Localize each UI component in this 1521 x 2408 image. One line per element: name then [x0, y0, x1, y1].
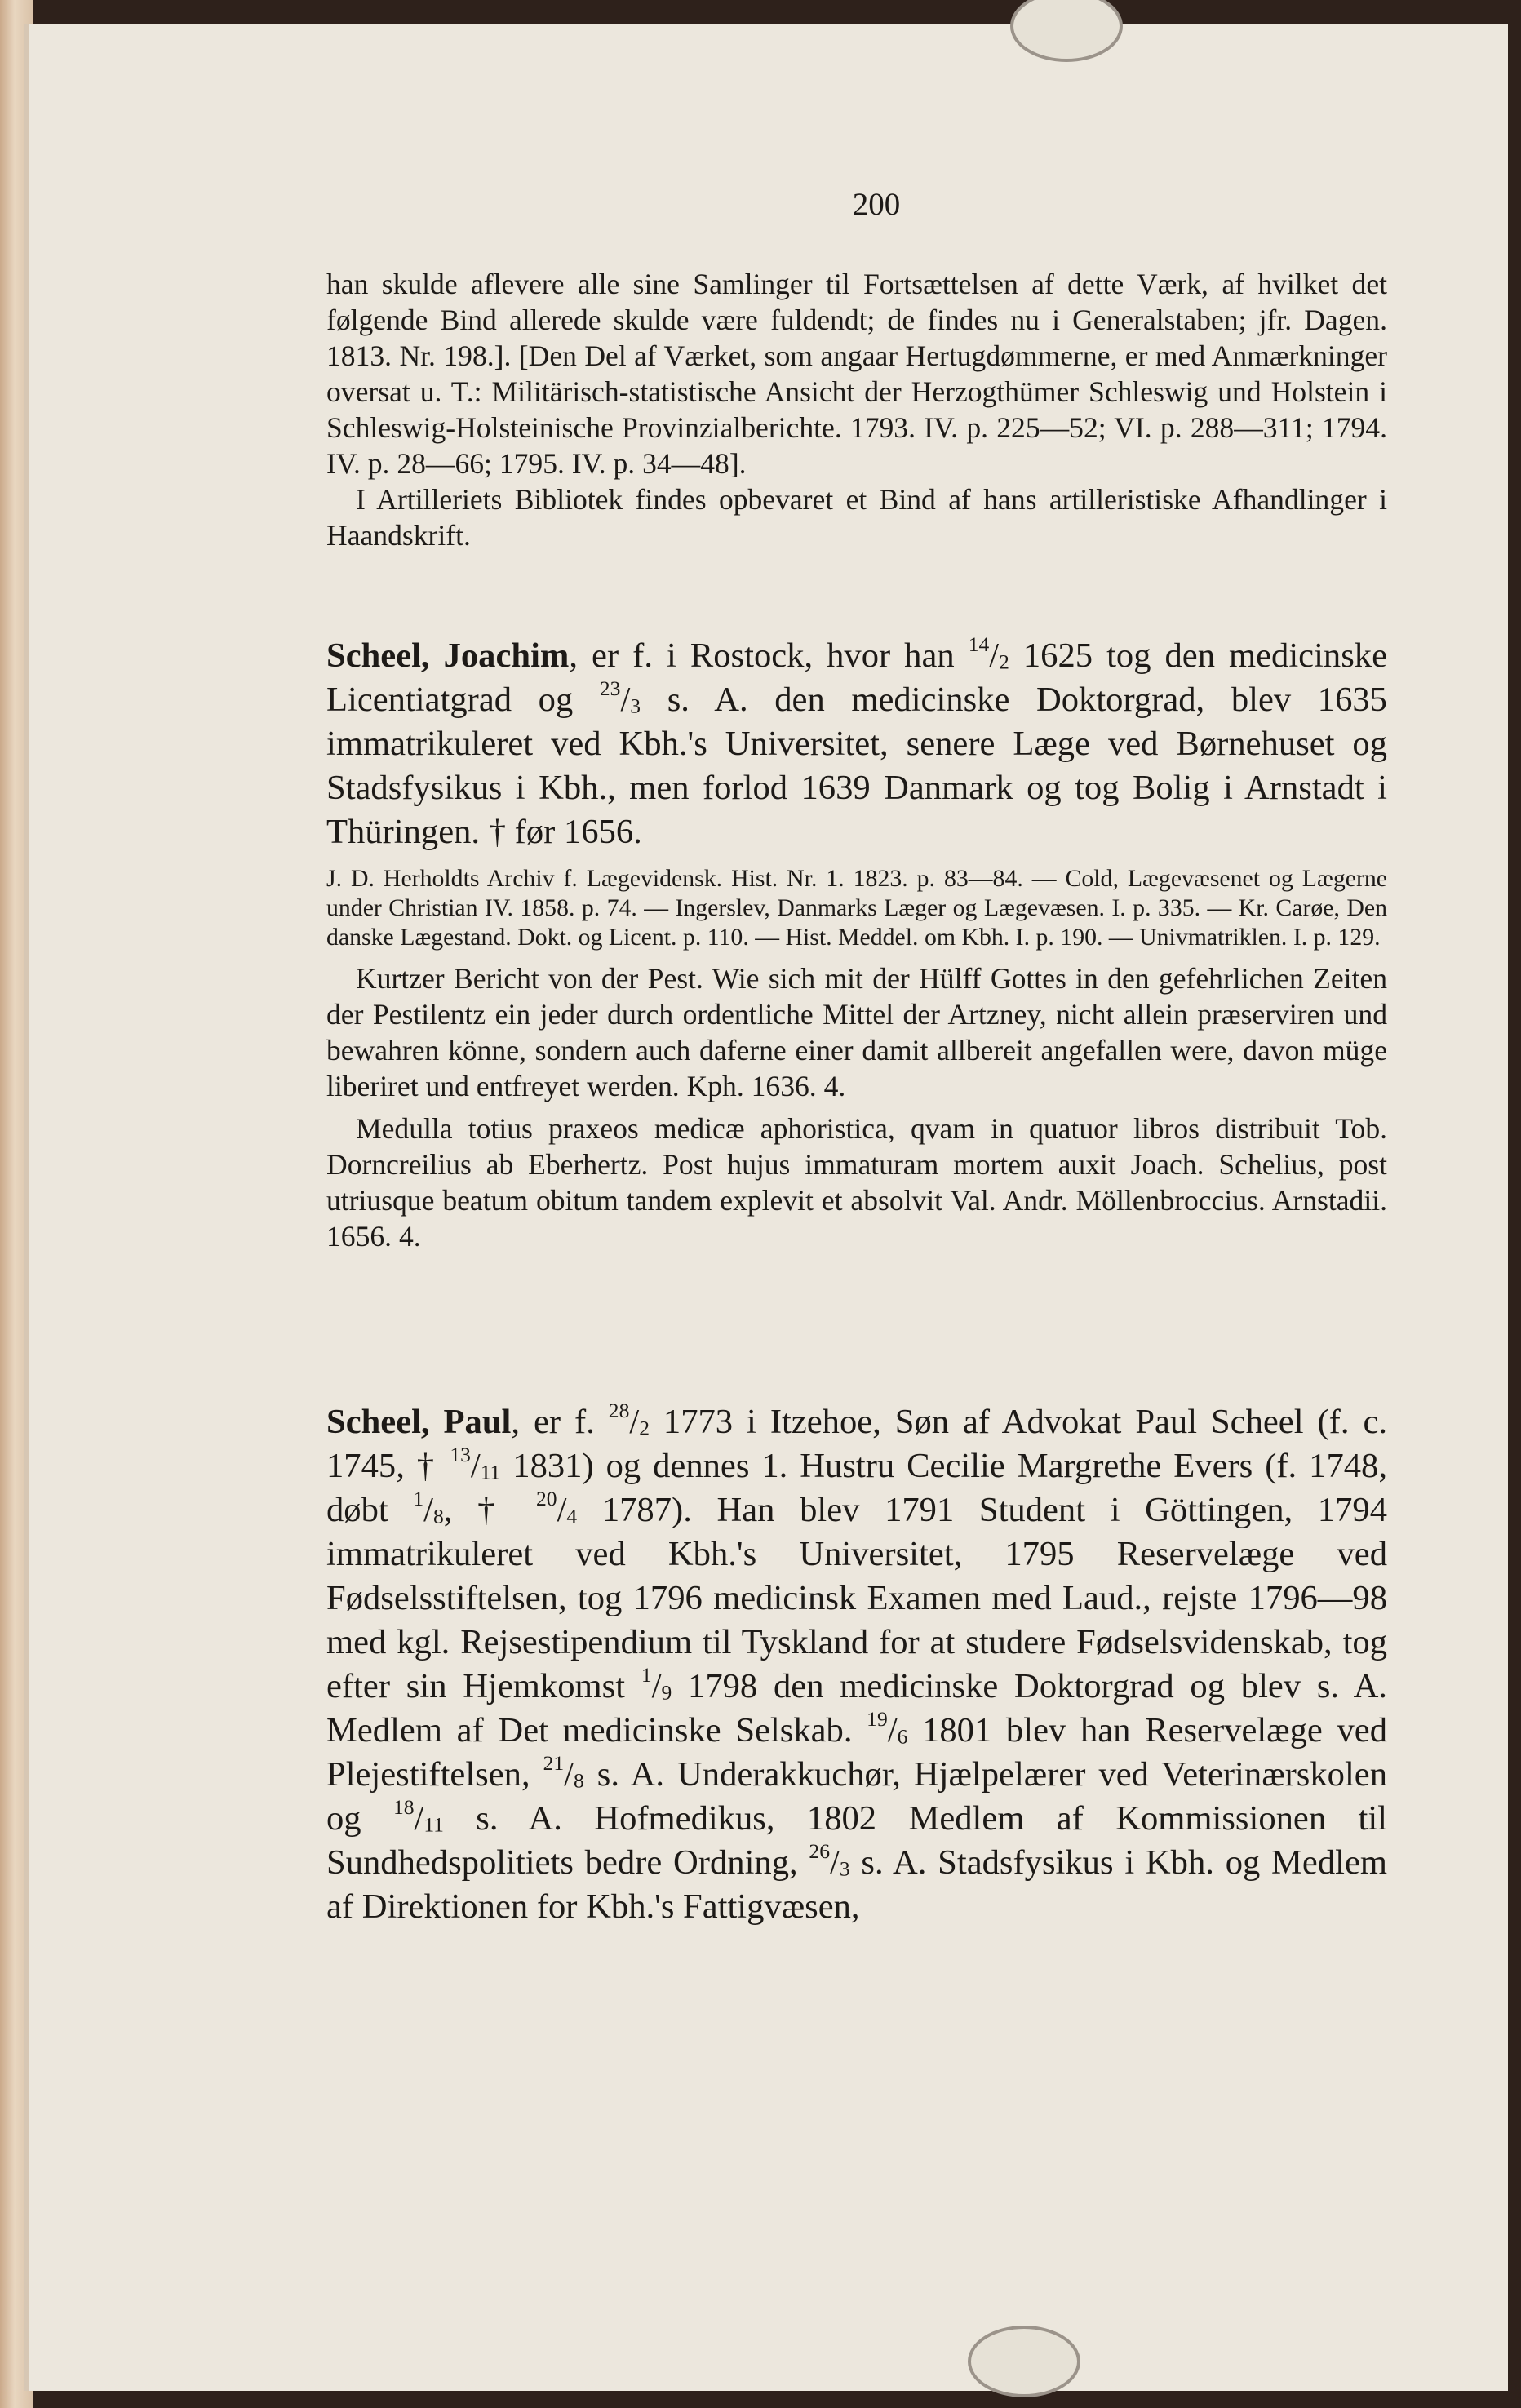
- sources-paragraph: J. D. Herholdts Archiv f. Lægevidensk. Hist. Nr. 1. 1823. p. 83—84. — Cold, Lægevæsenet og Lægerne under Christian IV. 1858. p. 74. — Ingerslev, Danmarks Læger og Lægevæsen. I. p. 335. — Kr. Carøe, Den danske Lægestand. Dokt. og Licent. p. 110. — Hist. Meddel. om Kbh. I. p. 190. — Univmatriklen. I. p. 129.: [326, 865, 1387, 951]
- entry-body: Scheel, Joachim, er f. i Rostock, hvor han $^{14}/_2$ 1625 tog den medicinske Licentiatgrad og $^{23}/_3$ s. A. den medicinske Doktorgrad, blev 1635 immatrikuleret ved Kbh.'s Universitet, senere Læge ved Børnehuset og Stadsfysikus i Kbh., men forlod 1639 Danmark og tog Bolig i Arnstadt i Thüringen. † før 1656.: [326, 632, 1387, 851]
- page-number: 200: [852, 187, 901, 222]
- artillery-paragraph: I Artilleriets Bibliotek findes opbevaret et Bind af hans artilleristiske Afhandlinger i Haandskrift.: [326, 483, 1387, 552]
- continuation-paragraph: han skulde aflevere alle sine Samlinger til Fortsættelsen af dette Værk, af hvilket det følgende Bind allerede skulde være fuldendt; de findes nu i Generalstaben; jfr. Dagen. 1813. Nr. 198.]. [Den Del af Værket, som angaar Hertugdømmerne, er med Anmærkninger oversat u. T.: Militärisch-statistische Ansicht der Herzogthümer Schleswig und Holstein i Schleswig-Holsteinische Provinzialberichte. 1793. IV. p. 225—52; VI. p. 288—311; 1794. IV. p. 28—66; 1795. IV. p. 34—48].: [326, 268, 1387, 480]
- entry-name: Scheel, Paul: [326, 1403, 512, 1441]
- work-paragraph: Kurtzer Bericht von der Pest. Wie sich mit der Hülff Gottes in den gefehrlichen Zeiten der Pestilentz ein jeder durch ordentliche Mittel der Artzney, nicht allein præserviren und bewahren könne, sondern auch daferne einer damit allbereit angefallen were, davon müge liberiret und entfreyet werden. Kph. 1636. 4.: [326, 962, 1387, 1102]
- entry-scheel-paul: [326, 1400, 1387, 1929]
- entry-body: Scheel, Paul, er f. $^{28}/_2$ 1773 i Itzehoe, Søn af Advokat Paul Scheel (f. c. 1745, † $^{13}/_{11}$ 1831) og dennes 1. Hustru Cecilie Margrethe Evers (f. 1748, døbt $^1/_8$, † $^{20}/_4$ 1787). Han blev 1791 Student i Göttingen, 1794 immatrikuleret ved Kbh.'s Universitet, 1795 Reservelæge ved Fødselsstiftelsen, tog 1796 medicinsk Examen med Laud., rejste 1796—98 med kgl. Rejsestipendium til Tyskland for at studere Fødselsvidenskab, tog efter sin Hjemkomst $^1/_9$ 1798 den medicinske Doktorgrad og blev s. A. Medlem af Det medicinske Selskab. $^{19}/_6$ 1801 blev han Reservelæge ved Plejestiftelsen, $^{21}/_8$ s. A. Underakkuchør, Hjælpelærer ved Veterinærskolen og $^{18}/_{11}$ s. A. Hofmedikus, 1802 Medlem af Kommissionen til Sundhedspolitiets bedre Ordning, $^{26}/_3$ s. A. Stadsfysikus i Kbh. og Medlem af Direktionen for Kbh.'s Fattigvæsen,: [326, 1398, 1388, 1926]
- continuation-block: [326, 266, 1387, 553]
- entry-name: Scheel, Joachim: [326, 636, 570, 675]
- binding-hole-top: [1010, 0, 1123, 62]
- entry-scheel-joachim: [326, 634, 1387, 1254]
- binding-hole-bottom: [968, 2326, 1080, 2397]
- work-paragraph: Medulla totius praxeos medicæ aphoristica, qvam in quatuor libros distribuit Tob. Dorncreilius ab Eberhertz. Post hujus immaturam mortem auxit Joach. Schelius, post utriusque beatum obitum tandem explevit et absolvit Val. Andr. Möllenbroccius. Arnstadii. 1656. 4.: [326, 1112, 1387, 1253]
